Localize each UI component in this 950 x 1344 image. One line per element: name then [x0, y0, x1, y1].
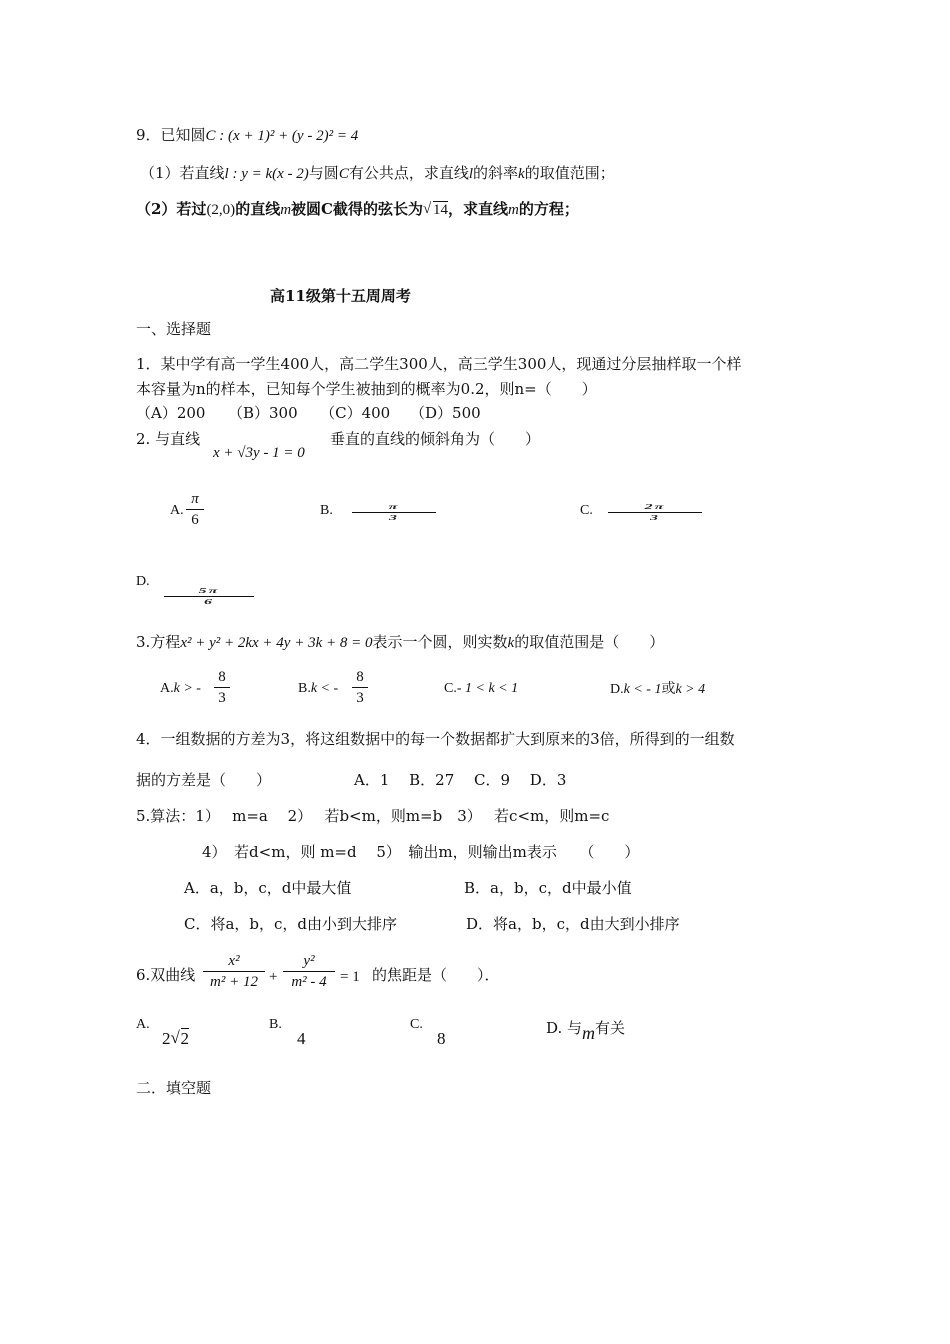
fraction-bar [214, 687, 230, 688]
q6-option-d [546, 1018, 626, 1043]
q3-stem-c: 的取值范围是（ ） [514, 633, 665, 651]
q6-option-a-label: A. [136, 1017, 150, 1032]
q1-options: （A）200 （B）300 （C）400 （D）500 [136, 404, 481, 422]
q5-option-b: B．a，b，c，d中最小值 [464, 879, 632, 897]
q9-part1-c: C [338, 166, 349, 182]
q9-part1-d: 有公共点，求直线 [348, 164, 469, 182]
q9-part1 [140, 166, 615, 182]
q3-option-d-label: D. [610, 682, 624, 697]
q2-option-a-label: A. [170, 503, 184, 518]
q6-option-a-radicand: 2 [180, 1029, 189, 1048]
q2-option-a-den: 6 [191, 512, 199, 528]
q3-k: k [507, 635, 515, 651]
fraction-bar [186, 509, 204, 510]
q9-part2-c: 被圆C截得的弦长为 [291, 200, 423, 218]
q6-fraction-1 [203, 952, 265, 991]
q3-option-b-fraction [352, 668, 368, 707]
fraction-bar [203, 971, 265, 972]
q5-line2: 4） 若d<m，则 m=d 5） 输出m，则输出m表示 （ ） [202, 843, 640, 861]
q9-part2-a: （2）若过 [136, 200, 207, 218]
fraction-bar [608, 512, 702, 513]
q3-option-b-num: 8 [356, 669, 364, 685]
q6-option-b-value: 4 [297, 1029, 306, 1048]
q3-option-d-expr2: k > 4 [675, 682, 706, 697]
q2-stem-b: 垂直的直线的倾斜角为（ ） [330, 430, 541, 448]
q5-option-a: A．a，b，c，d中最大值 [184, 879, 352, 897]
q3-option-c-expr: - 1 < k < 1 [456, 681, 519, 696]
q6-equals: = 1 [340, 969, 360, 985]
q5-option-c: C．将a，b，c，d由小到大排序 [184, 915, 398, 933]
q6-option-c-value: 8 [437, 1029, 446, 1048]
q9-part2-m: m [280, 202, 292, 218]
q2-option-a-fraction [186, 490, 204, 529]
q3-option-a-fraction [214, 668, 230, 707]
q3-option-d-or: 或 [661, 681, 676, 697]
q9-sqrt-radicand: 14 [433, 202, 448, 218]
q5-line1: 5.算法：1） m=a 2） 若b<m，则m=b 3） 若c<m，则m=c [136, 807, 610, 825]
q6-option-a-coef: 2 [162, 1029, 171, 1048]
q3-option-a-den: 3 [218, 690, 226, 706]
q3-stem-a: 3.方程 [136, 633, 181, 651]
q9-line-eq: l : y = k(x - 2) [224, 166, 309, 182]
q2-option-d-den: 6 [204, 597, 214, 606]
q6-stem-a: 6.双曲线 [136, 966, 196, 984]
q9-part1-e: l [468, 166, 474, 182]
fraction-bar [283, 971, 335, 972]
q6-option-b-label: B. [269, 1017, 282, 1032]
q6-option-d-label: D. 与 [546, 1019, 583, 1037]
q6-stem-b: 的焦距是（ ）． [372, 966, 500, 984]
q3-stem [136, 635, 664, 651]
q9-part2 [136, 202, 579, 218]
q9-part2-e: 的方程； [518, 200, 579, 218]
section-choice-heading: 一、选择题 [136, 320, 212, 338]
exam-title: 高11级第十五周周考 [270, 287, 411, 305]
q9-part1-g: k [518, 166, 525, 182]
q6-plus: + [269, 969, 278, 985]
q9-sqrt [423, 203, 448, 218]
q9-part1-b: 与圆 [308, 164, 339, 182]
q3-option-b-label: B. [298, 681, 311, 696]
q9-part1-a: （1）若直线 [140, 164, 225, 182]
q9-part2-d: ，求直线 [448, 200, 509, 218]
q9-stem [136, 128, 358, 144]
q2-option-b-den: 3 [389, 513, 399, 522]
q6-fraction-2 [283, 952, 335, 991]
q3-option-b-expr: k < - [310, 681, 339, 696]
q5-option-d: D．将a，b，c，d由大到小排序 [466, 915, 680, 933]
q2-option-d-num: 5π [198, 586, 220, 595]
q6-option-d-text: 有关 [595, 1019, 626, 1037]
q2-option-b-fraction [352, 502, 436, 523]
q3-option-a-expr: k > - [173, 681, 201, 696]
q3-option-b-den: 3 [356, 690, 364, 706]
q2-option-b-num: π [388, 502, 400, 511]
q6-option-d-m: m [582, 1023, 596, 1043]
q3-option-c [444, 682, 518, 696]
q9-stem-prefix: 9．已知圆 [136, 126, 206, 144]
q3-option-d [610, 682, 705, 697]
q4-options: A．1 B．27 C．9 D．3 [354, 771, 567, 789]
q3-stem-b: 表示一个圆，则实数 [372, 633, 508, 651]
q2-option-c-fraction [608, 502, 702, 523]
fraction-bar [352, 512, 436, 513]
q2-line-eq: x + √3y - 1 = 0 [213, 445, 305, 461]
q1-line2: 本容量为n的样本，已知每个学生被抽到的概率为0.2，则n=（ ） [136, 380, 597, 398]
q3-option-a-num: 8 [218, 669, 226, 685]
q6-option-a-value [162, 1030, 189, 1047]
q3-option-a [160, 682, 201, 696]
q2-option-d-fraction [164, 586, 254, 607]
section-fill-heading: 二．填空题 [136, 1079, 212, 1097]
q2-option-c-label: C. [580, 503, 593, 518]
q6-option-c-label: C. [410, 1017, 423, 1032]
q3-circle-eq: x² + y² + 2kx + 4y + 3k + 8 = 0 [180, 635, 373, 651]
fraction-bar [164, 596, 254, 597]
q2-option-b-label: B. [320, 503, 333, 518]
q2-option-c-den: 3 [650, 513, 660, 522]
q6-fraction-2-den: m² - 4 [291, 974, 327, 990]
fraction-bar [352, 687, 368, 688]
q2-option-c-num: 2π [644, 502, 666, 511]
q9-part1-f: 的斜率 [473, 164, 519, 182]
q6-option-a-sqrt [171, 1030, 190, 1047]
q9-part2-b: 的直线 [235, 200, 281, 218]
q9-part2-m2: m [508, 202, 519, 218]
q6-fraction-1-num: x² [228, 953, 240, 969]
q4-line2: 据的方差是（ ） [136, 771, 272, 789]
q3-option-d-expr1: k < - 1 [623, 682, 662, 697]
q2-option-d-label: D. [136, 574, 150, 589]
q4-line1: 4．一组数据的方差为3，将这组数据中的每一个数据都扩大到原来的3倍，所得到的一组数 [136, 730, 735, 748]
q9-circle-eq: C : (x + 1)² + (y - 2)² = 4 [205, 128, 359, 144]
q3-option-b [298, 682, 338, 696]
q9-part1-h: 的取值范围； [524, 164, 615, 182]
q2-stem-a: 2. 与直线 [136, 430, 201, 448]
q1-line1: 1．某中学有高一学生400人，高二学生300人，高三学生300人，现通过分层抽样取一个样 [136, 355, 742, 373]
q2-option-a-num: π [191, 491, 199, 507]
q3-option-c-label: C. [444, 681, 457, 696]
q3-option-a-label: A. [160, 681, 174, 696]
q6-fraction-1-den: m² + 12 [210, 974, 258, 990]
q6-fraction-2-num: y² [303, 953, 315, 969]
q9-point: (2,0) [206, 202, 236, 218]
